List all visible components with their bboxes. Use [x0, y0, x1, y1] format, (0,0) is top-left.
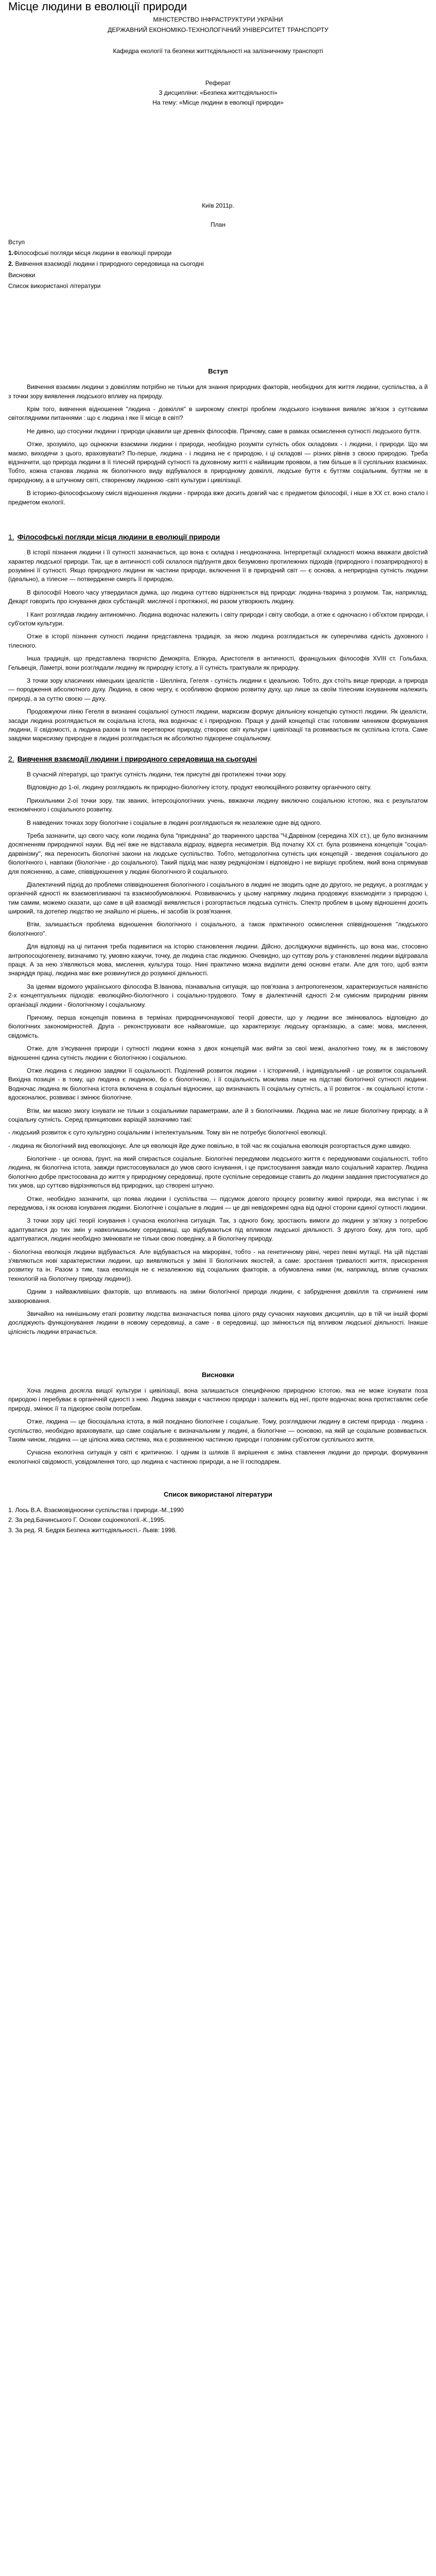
toc-item: Висновки	[8, 271, 36, 279]
section-2-paragraph: За ідеями відомого українського філософа В.Іванова, пізнавальна ситуація, що пов'язана з антропогенезом, характеризується наявністю 2-х концептуальних підходів: еволюційно-біологічного і соціально-трудового. Тому в діалектичній єдності 2-м сумісним природним рівням організації людини - біологічному і соціальному.	[8, 982, 428, 1008]
conclusions-paragraph: Отже, людина — це біосоціальна істота, в якій поєднано біологічне і соціальне. Тому, розглядаючи людину в системі природа - людина - суспільство, необхідно враховувати, що саме соціальне є визначальним у людині, а біологічне — основою, на якій це соціальне розвивається. Таким чином, людина — це цілісна жива система, яка є розвиненою частиною природи і головним суб'єктом суспільного життя.	[8, 1418, 428, 1443]
conclusions-title: Висновки	[202, 1371, 234, 1379]
toc-item: Список використаної літератури	[8, 282, 101, 290]
section-1-paragraph: В філософії Нового часу утвердилася думка, що людина суттєво відрізняється від природи: людина-тварина з розумом. Так, наприклад, Декарт говорить про існування двох субстанцій: мислячої і протяжної, які разом утворюють людину.	[8, 588, 428, 605]
section-1-paragraph: Отже в історії пізнання сутності людини представлена традиція, за якою людина розглядається як суперечлива єдність духовного і тілесного.	[8, 633, 428, 649]
section-2-paragraph: Втім, залишається проблема відношення біологічного і соціального, а також практичного осмислення співвідношення "людського біологічного".	[8, 921, 428, 937]
toc-item: 1.Філософські погляди місця людини в еволюції природи	[8, 249, 172, 257]
section-2-paragraph: Отже людина є людиною завдяки її соціальності. Поділений розвиток людини - і історичний, і індивідуальний - це розвиток соціальний. Вихідна позиція - в тому, що людина є людиною, бо є біологічною, і її соціальність можлива лише на підставі біологічної сутності людини. Водночас людина як біологічна істота включена в соціальні відносини, що визначають її соціальну сутність, а її розвиток - як соціальної істоти - вдосконалює, розвиває і змінює біологічне.	[8, 1066, 428, 1101]
topic-line: На тему: «Місце людини в еволюції природи»	[152, 99, 284, 107]
section-1-paragraph: Продовжуючи лінію Гегеля в визнанні соціальної сутності людини, марксизм формує діяльнісну концепцію сутності людини. Як ідеалісти, засади людина розглядається як соціальна істота, яка водночас є і природною. Праця у даній концепції стає головним чинником формування людини, її свідомості, а людина разом із тим перетворює природу, створює світ культури і цивілізації та розвивається як суспільна істота. Саме завдяки марксизму природне в людині розглядається як абсолютно підкорене соціальному.	[8, 708, 428, 742]
reference-item: 3. За ред. Я. Бедрія Безпека життєдіяльності.- Львів: 1998.	[8, 1526, 177, 1534]
references-title: Список використаної літератури	[164, 1490, 272, 1499]
section-2-paragraph: Прихильники 2-ої точки зору, так званих, інтерсоціологічних учень, ввжаючи людину виключно соціальною істотою, яка є результатом економічного і соціального розвитку.	[8, 796, 428, 814]
section-2-paragraph: Втім, ми маємо змогу існувати не тільки з соціальними параметрами, але й з біологічними. Людина має не лише біологічну природу, а й соціальну сутність. Серед принципових варіацій зазначимо такі:	[8, 1107, 428, 1123]
section-1-paragraph: В історії пізнання людини і її сутності зазначається, що вона є складна і неоднозначна. Інтерпретації складності можна вважати двоїстий характер людської природи. Так, ще в античності собі склалося підґрунтя двох безумовно протилежних підходів (природного і позаприродного) в розумінні її сутності. Якщо природного людини як частини природи, включення її в природний світ — є основа, а неприродна сутність людини (ідеально), а тілесне — потверджене смерть її природою.	[8, 549, 428, 583]
university-line: ДЕРЖАВНИЙ ЕКОНОМІКО-ТЕХНОЛОГІЧНИЙ УНІВЕРСИТЕТ ТРАНСПОРТУ	[108, 26, 328, 33]
section-2-paragraph: Отже, необхідно зазначити, що поява людини і суспільства — підсумок довгого процесу розвитку живої природи, яка виступає і як передумова, і як основа існування людини. Біологічне і соціальне в людині — це дві невідокремні одна від одної сторони єдиної сутності людини.	[8, 1195, 428, 1212]
document-title: Місце людини в еволюції природи	[8, 0, 187, 13]
section-2-bullet: - людський розвиток є суто культурно соціальним і інтелектуальним. Тому він не потребує біологічної еволюції.	[8, 1129, 327, 1137]
reference-item: 1. Лось В.А. Взаємовідносини суспільства і природи.-М.,1990	[8, 1506, 184, 1514]
intro-paragraph: В історико-філософському сміслі відношення людини - природа вже досить довгий час є предметом філософії, і ніше в ХХ ст. воно стало і предметом екології.	[8, 489, 428, 506]
discipline-line: З дисципліни: «Безпека життєдіяльності»	[159, 89, 277, 96]
section-2-paragraph: З точки зору цієї теорії існування і сучасна екологічна ситуація. Так, з одного боку, зростають вимоги до людини у зв'язку з потребою адаптуватися до тих змін у навколишньому середовищі, що відбуваються під впливом людської діяльності. З другого боку, для того, щоб адаптуватися, людині необхідно змінювати не тільки свою поведінку, а й біологічну природу.	[8, 1217, 428, 1243]
intro-paragraph: Не дивно, що стосунки людини і природи цікавили ще древніх філософів. Причому, саме в рамках осмислення сутності людського буття.	[27, 427, 422, 435]
intro-paragraph: Отже, зрозуміло, що оцінюючи взаємини людини і природи, необхідно розуміти сутність обох складових - і людини, і природи. Що ми маємо, виходячи з цього, враховувати? По-перше, людина - і людина не є природою, і ці складові — різних рівнів з своєю природою. Треба відзначити, що природа людини в її тілесній природній сутності та духовному житті є найвищим проявом, а тим більше в її суспільних взаєминах. Тобто, кожна станова людина як біологічного виду відбувалося в природному довкіллі, людське буття є буттям соціальним, буттям не в природному, а в штучному світі, створеному людиною -світі культури і цивілізації.	[8, 440, 428, 484]
plan-title: План	[211, 221, 225, 229]
section-2-paragraph: В сучасній літературі, що трактує сутність людини, теж присутні дві протилежні точки зору.	[27, 771, 287, 778]
conclusions-paragraph: Хоча людина досягла вищої культури і цивілізації, вона залишається специфічною природною істотою, яка не може існувати поза природою і перебуває в органічній єдності з нею. Людина завжди є частиною природи і залежить від неї, проте водночас вона протиставляє себе природі, змінює її та підкорює своїм потребам.	[8, 1386, 428, 1412]
section-2-bullet: - людина як біологічний вид еволюціонує. Але ця еволюція йде дуже повільно, в той час як соціальна еволюція розгортається дуже швидко.	[8, 1142, 411, 1149]
intro-title: Вступ	[208, 367, 228, 376]
section-2-paragraph: Звичайно на нинішньому етапі розвитку людства визначається поява цілого ряду сучасних наукових дисциплін, що в тій чи іншій формі досліджують функціонування людини в новому середовищі, а саме - в середовищі, що змінюється під впливом людської діяльності. Інакше цілісність людини втрачається.	[8, 1310, 428, 1335]
section-2-paragraph: Біологічне - це основа, ґрунт, на який спирається соціальне. Біологічні передумови людського життя є передумовами соціальності, тобто людина, як біологічна істота, завжди пристосовувалася до умов свого існування, і це пристосування завжди мало соціальний характер. Людина біологічно добре пристосована до життя у природному середовищі, проте суспільне середовище ставить до людини завдання пристосуватися до тих умов, що суттєво відрізняються від природних, що створені штучно.	[8, 1155, 428, 1190]
ministry-line: МІНІСТЕРСТВО ІНФРАСТРУКТУРИ УКРАЇНИ	[153, 16, 283, 24]
section-2-paragraph: Відповідно до 1-ої, людину розглядають як природно-біологічну істоту, продукт еволюційного розвитку органічного світу.	[27, 784, 372, 791]
table-of-contents	[8, 238, 428, 291]
section-2-paragraph: Причому, перша концепція повинна в термінах природничонаукової теорії довести, що у людини все змінювалось відповідно до біологічних закономірностей. Друга - реконструювати все найвагоміше, що характеризує людську організацію, а саме: мова, мислення, свідомість.	[8, 1014, 428, 1039]
section-1-heading: 1. Філософські погляди місця людини в еволюції природи	[8, 533, 220, 541]
department-line: Кафедра екології та безпеки життєдіяльності на залізничному транспорті	[113, 47, 323, 55]
section-1-paragraph: Інша традиція, що представлена творчістю Демокріта, Епікура, Аристотеля в античності, французьких філософів ХVIII ст. Гольбаха, Гельвеція, Ламетрі, вони розглядали людину як природну істоту, а її сутність трактували як природну.	[8, 655, 428, 671]
intro-paragraph: Вивчення взаємин людини з довкіллям потрібно не тільки для знання природних факторів, необхідних для життя людини, суспільства, а й з точки зору виявлення людського впливу на природу.	[8, 383, 428, 400]
section-2-paragraph: В наведених точках зору біологічне і соціальне в людині розглядаються як незалежне одне від одного.	[27, 819, 322, 826]
references-list	[8, 1506, 428, 1535]
section-1-paragraph: З точки зору класичних німецьких ідеалістів - Шеллінга, Гегеля - сутність людини є ідеальною. Тобто, дух стоїть вище природи, а природа — породження абсолютного духу. Людина, в свою чергу, є особливою формою розвитку духу, що лише за своїм тілесним існуванням належить природі, а за суттю своєю — духу.	[8, 676, 428, 702]
city-year: Київ 2011р.	[202, 201, 234, 209]
section-2-paragraph: Треба зазначити, що свого часу, коли людина була "приєднана" до тваринного царства "Ч.Дарвіном (середина ХІХ ст.), це було визначним досягненням природничої науки. Від неї вже не відставала відразу, відверта несиметрія. Від початку ХХ ст. була розвинена концепція "соціал-дарвінізму", яка переносить біологічні закони на людське суспільство. Тобто, методологічна сутність цих концепцій - зведення соціального до біологічного і, навпаки (біологічне - до соціального). Такий підхід має назву редукціонізм і відповідно і не вирішує проблем, який вона спрямував для поясненню, а саме, співвідношення у людині біологічного й соціального.	[8, 832, 428, 875]
section-2-bullet: - біологічна еволюція людини відбувається. Але відбувається на мікрорівні, тобто - на генетичному рівні, через певні мутації. На цій підставі з'являються нові характеристики людини, що виявляються у зміні її біологічних якостей, а саме: зростання тривалості життя, прискорення розвитку та ін. Разом з тим, така еволюція не є незалежною від соціальних факторів, а обумовлена ними (як, наприклад, вплив сучасних технологій на біологічну природу людини)).	[8, 1248, 428, 1282]
section-1-paragraph: І Кант розглядав людину антиномічно. Людина водночас належить і світу природи і світу свободи, а отже є одночасно і об'єктом природи, і суб'єктом культури.	[8, 611, 428, 628]
intro-paragraph: Крім того, вивчення відношення "людина - довкілля" в широкому спектрі проблем людського існування виявляє зв'язок з суттєвими світоглядними питаннями : що є людина і яке її місце в світі?	[8, 405, 428, 422]
section-2-paragraph: Діалектичний підхід до проблеми співвідношення біологічного і соціального в людині не зводить одне до другого, не редукує, а розглядає у органічній єдності як взаємовпливаючі та взаємообумовлюючі. Розвиваючись у цьому напрямку людина продовжує взаємодіяти з природою і, тим самим, можемо сказати, що саме в цій взаємодії виявляється і розгортається людська сутність. Спектр проблем в цьому відношенні досить широкий, та дотепер людство не знайшло ні рішень, ні засобів їх розв'язання.	[8, 880, 428, 916]
section-2-heading: 2. Вивчення взаємодії людини і природного середовища на сьогодні	[8, 754, 257, 763]
reference-item: 2. За ред.Бачинського Г. Основи соціоекології.-К.,1995.	[8, 1516, 166, 1524]
section-2-paragraph: Отже, для з'ясування природи і сутності людини кожна з двох концепцій має вийти за свої межі, аналогічно тому, як в змістовому відношенні єдина сутність людини є біологічною і соціальною.	[8, 1045, 428, 1061]
toc-item: Вступ	[8, 238, 25, 246]
section-2-paragraph: Для відповіді на ці питання треба подивитися на історію становлення людини. Дійсно, досліджуючи відмінність, що вона має, стосовно антропосоціогенезу, визначимо ту, умовно кажучи, точку, де людина стає людиною. Очевидно, що суттєву роль у становленні людини відігравала праця. А за нею з'являються мова, мислення, культура тощо. Нині практично можна виділити деякі основні етапи. Але для того, щоб взяти знаряддя праці, людина має вже розвинутися до розумної діяльності.	[8, 943, 428, 977]
section-2-paragraph: Одним з найважливіших факторів, що впливають на зміни біологічної природи людини, є забруднення довкілля та спричинені ним захворювання.	[8, 1288, 428, 1304]
conclusions-paragraph: Сучасна екологічна ситуація у світі є критичною. І одним із шляхів її вирішення є зміна ставлення людини до природи, формування екологічної свідомості, усвідомлення того, що людина є частиною природи, а не її господарем.	[8, 1449, 428, 1465]
referat-label: Реферат	[205, 79, 231, 87]
toc-item: 2. Вивчення взаємодії людини і природного середовища на сьогодні	[8, 260, 204, 268]
